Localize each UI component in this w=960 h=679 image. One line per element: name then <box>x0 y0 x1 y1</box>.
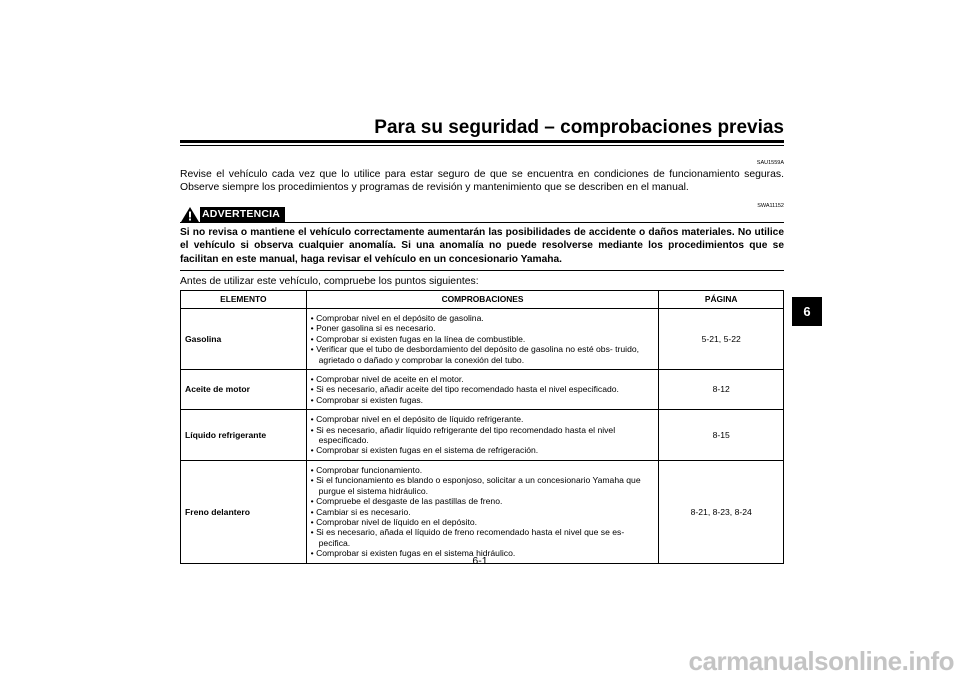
chapter-tab: 6 <box>792 297 822 326</box>
row-element: Líquido refrigerante <box>181 410 307 461</box>
row-element: Gasolina <box>181 309 307 370</box>
title-rule <box>180 140 784 143</box>
list-item: • Compruebe el desgaste de las pastillas de freno. <box>311 496 655 506</box>
row-checks <box>306 460 659 563</box>
row-checks <box>306 410 659 461</box>
list-item: • Comprobar nivel de líquido en el depósito. <box>311 517 655 527</box>
row-element: Freno delantero <box>181 460 307 563</box>
list-item: • Si es necesario, añadir aceite del tipo recomendado hasta el nivel especificado. <box>311 384 655 394</box>
row-checks <box>306 370 659 410</box>
row-page: 8-15 <box>659 410 784 461</box>
warning-header <box>180 206 285 223</box>
warning-label: ADVERTENCIA <box>200 207 285 222</box>
row-page: 5-21, 5-22 <box>659 309 784 370</box>
row-page: 8-21, 8-23, 8-24 <box>659 460 784 563</box>
list-item: • Comprobar si existen fugas en el sistema de refrigeración. <box>311 445 655 455</box>
table-row <box>181 460 784 563</box>
warning-rule <box>180 222 784 223</box>
row-element: Aceite de motor <box>181 370 307 410</box>
header-page: PÁGINA <box>659 291 784 309</box>
list-item: • Comprobar si existen fugas en el sistema hidráulico. <box>311 548 655 558</box>
table-row <box>181 309 784 370</box>
list-item: • Comprobar si existen fugas. <box>311 395 655 405</box>
list-item: • Cambiar si es necesario. <box>311 507 655 517</box>
list-item: • Poner gasolina si es necesario. <box>311 323 655 333</box>
list-item: • Verificar que el tubo de desbordamiento del depósito de gasolina no esté obs- truido, agrietado o dañado y comprobar la conexión del tubo. <box>311 344 655 365</box>
warning-triangle-icon <box>180 206 200 223</box>
row-checks <box>306 309 659 370</box>
list-item: • Comprobar nivel de aceite en el motor. <box>311 374 655 384</box>
row-page: 8-12 <box>659 370 784 410</box>
list-item: • Si el funcionamiento es blando o esponjoso, solicitar a un concesionario Yamaha que purgue el sistema hidráulico. <box>311 475 655 496</box>
header-element: ELEMENTO <box>181 291 307 309</box>
list-item: • Comprobar nivel en el depósito de gasolina. <box>311 313 655 323</box>
intro-paragraph: Revise el vehículo cada vez que lo utilice para estar seguro de que se encuentra en condiciones de funcionamiento seguras. Observe siempre los procedimientos y programas de revisión y mantenimiento que se describen en el manual. <box>180 169 784 193</box>
list-item: • Si es necesario, añada el líquido de freno recomendado hasta el nivel que se es- pecifica. <box>311 527 655 548</box>
checks-table <box>180 290 784 564</box>
title-rule-thin <box>180 145 784 146</box>
table-header-row <box>181 291 784 309</box>
list-item: • Comprobar nivel en el depósito de líquido refrigerante. <box>311 414 655 424</box>
warning-rule-bottom <box>180 270 784 271</box>
warning-code: SWA11152 <box>757 203 784 209</box>
list-item: • Si es necesario, añadir líquido refrigerante del tipo recomendado hasta el nivel especificado. <box>311 425 655 446</box>
table-row <box>181 410 784 461</box>
page-title: Para su seguridad – comprobaciones previas <box>374 117 784 138</box>
header-checks: COMPROBACIONES <box>306 291 659 309</box>
table-row <box>181 370 784 410</box>
list-item: • Comprobar funcionamiento. <box>311 465 655 475</box>
page-number: 6-1 <box>472 555 488 567</box>
lead-text: Antes de utilizar este vehículo, compruebe los puntos siguientes: <box>180 276 479 287</box>
warning-text: Si no revisa o mantiene el vehículo correctamente aumentarán las posibilidades de accidente o daños materiales. No utilice el vehículo si observa cualquier anomalía. Si una anomalía no puede resolverse mediante los procedimientos que se facilitan en este manual, haga revisar el vehículo en un concesionario Yamaha. <box>180 227 784 265</box>
list-item: • Comprobar si existen fugas en la línea de combustible. <box>311 334 655 344</box>
section-code: SAU1559A <box>756 160 784 166</box>
watermark: carmanualsonline.info <box>688 646 954 676</box>
